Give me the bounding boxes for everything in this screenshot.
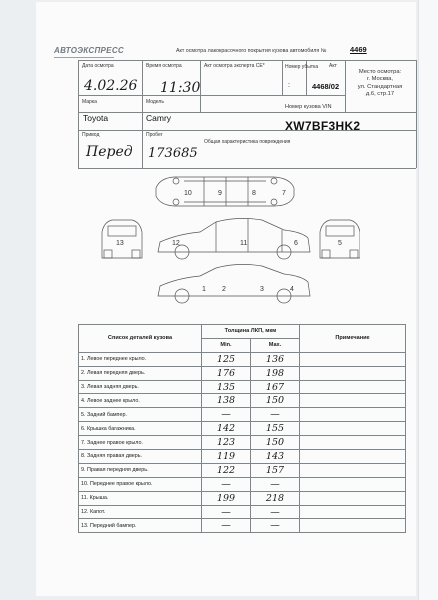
part-name: 11. Крыша. [79, 491, 202, 505]
grid-line [142, 60, 143, 168]
logo-underline [54, 57, 114, 58]
diagram-number: 5 [338, 240, 342, 247]
max-value: 198 [251, 366, 300, 380]
grid-line [78, 168, 416, 169]
note-cell [300, 491, 406, 505]
document-title: Акт осмотра лакокрасочного покрытия кузова автомобиля № [176, 48, 327, 54]
max-value: 218 [251, 491, 300, 505]
table-row [79, 505, 406, 519]
damage-label: Общая характеристика повреждения [204, 139, 291, 145]
part-name: 13. Передний бампер. [79, 519, 202, 533]
diagram-number: 13 [116, 240, 124, 247]
time-label: Время осмотра [146, 63, 182, 69]
col-note-header: Примечание [300, 325, 406, 353]
note-cell [300, 519, 406, 533]
place-line: ул. Стандартная [357, 83, 403, 90]
note-cell [300, 477, 406, 491]
place-line: д.6, стр.17 [365, 90, 395, 97]
grid-line [416, 60, 417, 168]
min-value: — [202, 519, 251, 533]
mileage-value: 173685 [148, 146, 198, 161]
min-value: 123 [202, 436, 251, 450]
note-cell [300, 436, 406, 450]
mileage-label: Пробег [146, 132, 163, 138]
vin-label: Номер кузова VIN [285, 104, 332, 110]
expert-label: Акт осмотра эксперта СЕ* [204, 63, 265, 69]
part-name: 8. Задняя правая дверь. [79, 450, 202, 464]
max-value: 150 [251, 394, 300, 408]
part-name: 2. Левая передняя дверь. [79, 366, 202, 380]
grid-line [78, 60, 416, 61]
part-name: 12. Капот. [79, 505, 202, 519]
table-row [79, 450, 406, 464]
max-value: — [251, 505, 300, 519]
note-cell [300, 505, 406, 519]
diagram-number: 8 [252, 190, 256, 197]
min-value: — [202, 477, 251, 491]
part-name: 4. Левое заднее крыло. [79, 394, 202, 408]
diagram-number: 3 [260, 286, 264, 293]
note-cell [300, 408, 406, 422]
grid-line [78, 95, 345, 96]
note-cell [300, 394, 406, 408]
table-row [79, 477, 406, 491]
drive-value: Перед [86, 144, 133, 160]
part-name: 6. Крышка багажника. [79, 422, 202, 436]
max-value: 150 [251, 436, 300, 450]
max-value: 167 [251, 380, 300, 394]
loss-value: : [288, 82, 290, 89]
diagram-number: 2 [222, 286, 226, 293]
col-min-header: Min. [202, 338, 251, 352]
table-row [79, 408, 406, 422]
diagram-number: 12 [172, 240, 180, 247]
max-value: 157 [251, 463, 300, 477]
min-value: 119 [202, 450, 251, 464]
min-value: — [202, 505, 251, 519]
table-row [79, 394, 406, 408]
part-name: 10. Переднее правое крыло. [79, 477, 202, 491]
part-name: 5. Задний бампер. [79, 408, 202, 422]
max-value: — [251, 477, 300, 491]
car-side-view [158, 218, 310, 252]
table-row [79, 422, 406, 436]
drive-label: Привод [82, 132, 100, 138]
note-cell [300, 450, 406, 464]
table-row [79, 380, 406, 394]
min-value: 199 [202, 491, 251, 505]
place-line: г. Москва, [366, 76, 394, 83]
col-parts-header: Список деталей кузова [79, 325, 202, 353]
diagram-number: 4 [290, 286, 294, 293]
max-value: 155 [251, 422, 300, 436]
part-name: 3. Левая задняя дверь. [79, 380, 202, 394]
loss-label: Номер убытка [285, 64, 319, 70]
diagram-number: 9 [218, 190, 222, 197]
model-value: Camry [146, 113, 172, 123]
diagram-number: 7 [282, 190, 286, 197]
time-value: 11:30 [160, 80, 201, 96]
table-row [79, 491, 406, 505]
min-value: 122 [202, 463, 251, 477]
car-body-diagram [98, 172, 360, 306]
min-value: 138 [202, 394, 251, 408]
diagram-number: 1 [202, 286, 206, 293]
min-value: 142 [202, 422, 251, 436]
car-lower-view [158, 264, 310, 296]
company-logo: АВТОЭКСПРЕСС [54, 46, 124, 55]
max-value: — [251, 408, 300, 422]
model-label: Модель [146, 99, 164, 105]
grid-line [78, 130, 416, 131]
note-cell [300, 463, 406, 477]
diagram-number: 6 [294, 240, 298, 247]
part-name: 1. Левое переднее крыло. [79, 352, 202, 366]
table-row [79, 463, 406, 477]
note-cell [300, 422, 406, 436]
grid-line [78, 60, 79, 168]
diagram-number: 11 [240, 240, 248, 247]
table-row [79, 519, 406, 533]
brand-label: Марка [82, 99, 97, 105]
note-cell [300, 366, 406, 380]
note-cell [300, 352, 406, 366]
diagram-number: 10 [184, 190, 192, 197]
table-row [79, 352, 406, 366]
act-label: Акт [329, 63, 337, 69]
document-number: 4469 [350, 45, 367, 54]
max-value: — [251, 519, 300, 533]
min-value: — [202, 408, 251, 422]
date-label: Дата осмотра [82, 63, 114, 69]
act-value: 4468/02 [312, 82, 340, 91]
car-top-view [156, 177, 294, 206]
min-value: 125 [202, 352, 251, 366]
max-value: 143 [251, 450, 300, 464]
table-row [79, 436, 406, 450]
part-name: 7. Заднее правое крыло. [79, 436, 202, 450]
table-row [79, 366, 406, 380]
col-thickness-header: Толщина ЛКП, мкм [202, 325, 300, 339]
grid-line [78, 112, 416, 113]
brand-value: Toyota [83, 113, 109, 123]
min-value: 135 [202, 380, 251, 394]
vin-value: XW7BF3HK2 [285, 119, 361, 133]
page-margin [418, 0, 438, 600]
inspection-place [345, 69, 415, 98]
date-value: 4.02.26 [84, 78, 138, 94]
note-cell [300, 380, 406, 394]
min-value: 176 [202, 366, 251, 380]
parts-thickness-table [78, 324, 406, 533]
col-max-header: Max. [251, 338, 300, 352]
max-value: 136 [251, 352, 300, 366]
part-name: 9. Правая передняя дверь. [79, 463, 202, 477]
place-label: Место осмотра: [358, 69, 402, 75]
grid-line [282, 60, 283, 95]
